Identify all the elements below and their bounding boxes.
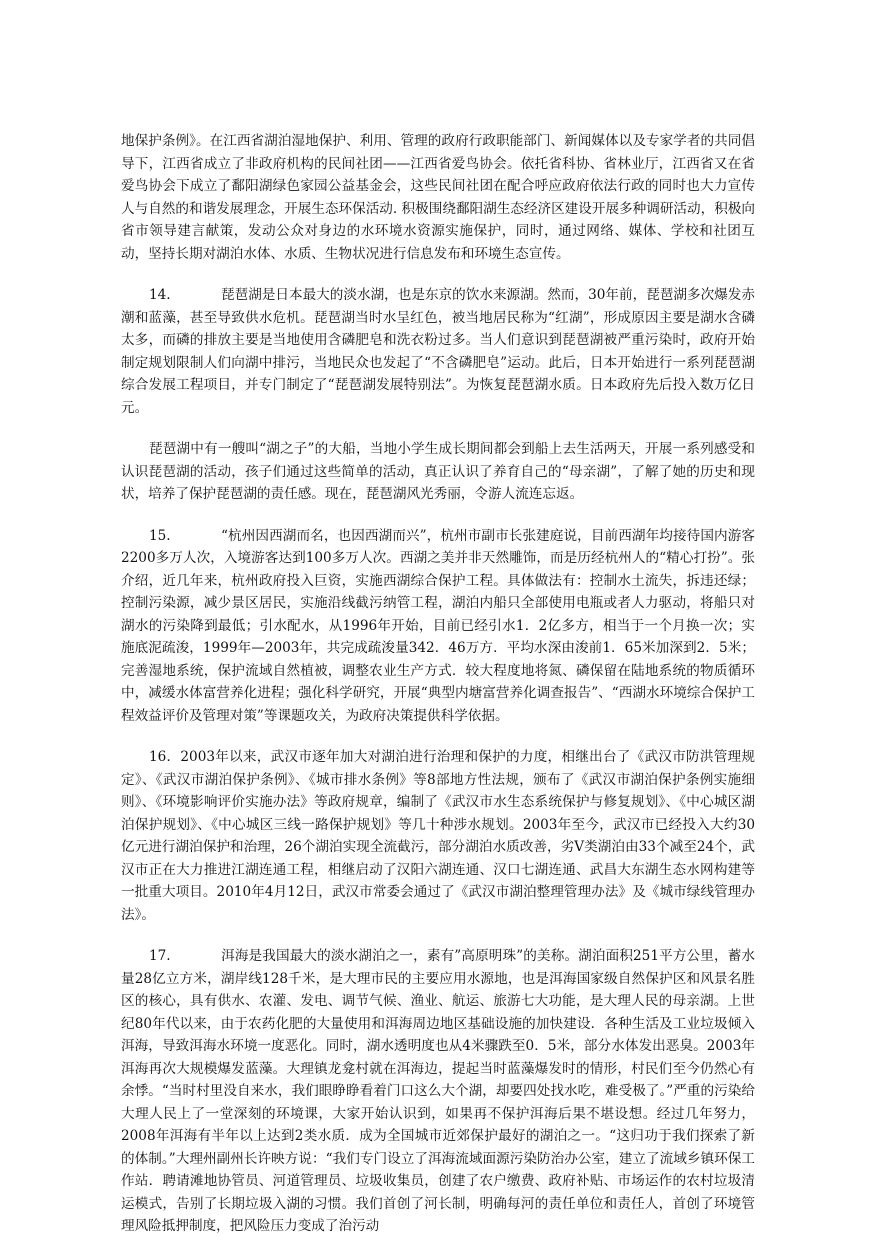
paragraph-text: 琵琶湖中有一艘叫“湖之子”的大船，当地小学生成长期间都会到船上去生活两天，开展一系列感受和认识琵琶湖的活动，孩子们通过这些简单的活动，真正认识了养育自己的“母亲湖”，了解了她的历史和现状，培养了保护琵琶湖的责任感。现在，琵琶湖风光秀丽，令游人流连忘返。 xyxy=(121,441,755,502)
paragraph-text: “杭州因西湖而名，也因西湖而兴”，杭州市副市长张建庭说，目前西湖年均接待国内游客2200多万人次，入境游客达到100多万人次。西湖之美并非天然雕饰，而是历经杭州人的“精心打扮”。张介绍，近几年来，杭州政府投入巨资，实施西湖综合保护工程。具体做法有：控制水土流失，拆违还绿；控制污染源，减少景区居民，实施沿线截污纳管工程，湖泊内船只全部使用电瓶或者人力驱动，将船只对湖水的污染降到最低；引水配水，从1996年开始，目前已经引水1．2亿多方，相当于一个月换一次；实施底泥疏浚，1999年—2003年，共完成疏浚量342．46万方．平均水深由浚前1．65米加深到2．5米；完善湿地系统，保护流域自然植被，调整农业生产方式．较大程度地将氮、磷保留在陆地系统的物质循环中，减缓水体富营养化进程；强化科学研究，开展“典型内塘富营养化调查报告”、“西湖水环境综合保护工程效益评价及管理对策”等课题攻关，为政府决策提供科学依据。 xyxy=(121,527,755,724)
paragraph-text: 16．2003年以来，武汉市逐年加大对湖泊进行治理和保护的力度，相继出台了《武汉市防洪管理规定》、《武汉市湖泊保护条例》、《城市排水条例》等8部地方性法规，颁布了《武汉市湖泊保护条例实施细则》、《环境影响评价实施办法》等政府规章，编制了《武汉市水生态系统保护与修复规划》、《中心城区湖泊保护规划》、《中心城区三线一路保护规划》等几十种涉水规划。2003年至今，武汉市已经投入大约30亿元进行湖泊保护和治理，26个湖泊实现全流截污，部分湖泊水质改善，劣V类湖泊由33个减至24个，武汉市正在大力推进江湖连通工程，相继启动了汉阳六湖连通、汉口七湖连通、武昌大东湖生态水网构建等一批重大项目。2010年4月12日，武汉市常委会通过了《武汉市湖泊整理管理办法》及《城市绿线管理办法》。 xyxy=(121,749,755,923)
paragraph-text: 琵琶湖是日本最大的淡水湖，也是东京的饮水来源湖。然而，30年前，琵琶湖多次爆发赤潮和蓝藻，甚至导致供水危机。琵琶湖当时水呈红色，被当地居民称为“红湖”，形成原因主要是湖水含磷太多，而磷的排放主要是当地使用含磷肥皂和洗衣粉过多。当人们意识到琵琶湖被严重污染时，政府开始制定规划限制人们向湖中排污，当地民众也发起了“不含磷肥皂”运动。此后，日本开始进行一系列琵琶湖综合发展工程项目，并专门制定了“琵琶湖发展特别法”。为恢复琵琶湖水质。日本政府先后投入数万亿日元。 xyxy=(121,287,755,416)
document-page xyxy=(121,130,755,1257)
paragraph-number: 17. xyxy=(149,948,171,964)
paragraph-text: 洱海是我国最大的淡水湖泊之一，素有”高原明珠”的美称。湖泊面积251平方公里，蓄水量28亿立方米，湖岸线128千米，是大理市民的主要应用水源地，也是洱海国家级自然保护区和风景名胜区的核心，具有供水、农灌、发电、调节气候、渔业、航运、旅游七大功能，是大理人民的母亲湖。上世纪80年代以来，由于农药化肥的大量使用和洱海周边地区基础设施的加快建设．各种生活及工业垃圾倾入洱海，导致洱海水环境一度恶化。同时，湖水透明度也从4米骤跌至0．5米，部分水体发出恶臭。2003年洱海再次大规模爆发蓝藻。大理镇龙龛村就在洱海边，提起当时蓝藻爆发时的情形，村民们至今仍然心有余悸。“当时村里没自来水，我们眼睁睁看着门口这么大个湖，却要四处找水吃，难受极了。”严重的污染给大理人民上了一堂深刻的环境课，大家开始认识到，如果再不保护洱海后果不堪设想。经过几年努力，2008年洱海有半年以上达到2类水质．成为全国城市近郊保护最好的湖泊之一。“这归功于我们探索了新的体制。”大理州副州长许映方说：“我们专门设立了洱海流域面源污染防治办公室，建立了流域乡镇环保工作站．聘请滩地协管员、河道管理员、垃圾收集员，创建了农户缴费、政府补贴、市场运作的农村垃圾清运模式，告别了长期垃圾入湖的习惯。我们首创了河长制，明确每河的责任单位和责任人，首创了环境管理风险抵押制度，把风险压力变成了治污动 xyxy=(121,948,755,1234)
paragraph-number: 15. xyxy=(149,527,171,544)
paragraph-15 xyxy=(121,525,755,728)
paragraph-17 xyxy=(121,945,755,1238)
paragraph-13-tail xyxy=(121,130,755,265)
paragraph-text: 地保护条例》。在江西省湖泊湿地保护、利用、管理的政府行政职能部门、新闻媒体以及专家学者的共同倡导下，江西省成立了非政府机构的民间社团——江西省爱鸟协会。依托省科协、省林业厅，江西省又在省爱鸟协会下成立了鄱阳湖绿色家园公益基金会，这些民间社团在配合呼应政府依法行政的同时也大力宣传人与自然的和谐发展理念，开展生态环保活动. 积极围绕鄱阳湖生态经济区建设开展多种调研活动，积极向省市领导建言献策，发动公众对身边的水环境水资源实施保护，同时，通过网络、媒体、学校和社团互动，坚持长期对湖泊水体、水质、生物状况进行信息发布和环境生态宣传。 xyxy=(121,133,755,262)
paragraph-14 xyxy=(121,284,755,419)
paragraph-14-continued xyxy=(121,438,755,506)
paragraph-16 xyxy=(121,746,755,926)
paragraph-number: 14. xyxy=(149,287,171,303)
